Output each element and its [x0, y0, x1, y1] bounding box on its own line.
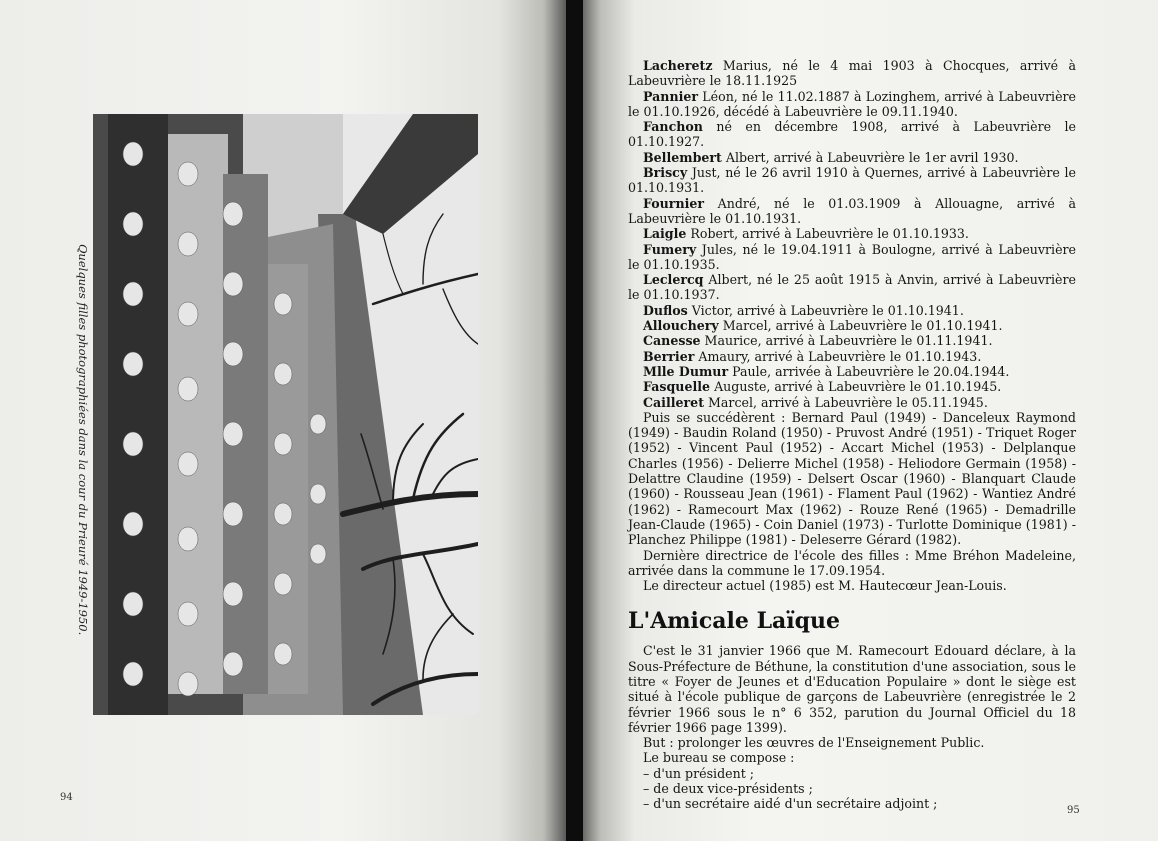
teacher-list	[628, 58, 1076, 410]
teacher-details: Albert, né le 25 août 1915 à Anvin, arrivé à Labeuvrière le 01.10.1937.	[628, 272, 1076, 303]
teacher-entry	[628, 395, 1076, 410]
bureau-item: – de deux vice-présidents ;	[643, 781, 813, 797]
teacher-surname: Fournier	[643, 195, 705, 211]
teacher-details: Victor, arrivé à Labeuvrière le 01.10.1941.	[687, 302, 964, 318]
photo-caption-text: Quelques filles photographiées dans la cour du Prieuré 1949-1950.	[76, 244, 90, 636]
teacher-surname: Cailleret	[643, 394, 705, 410]
teacher-entry	[628, 349, 1076, 364]
teacher-surname: Fanchon	[643, 119, 703, 135]
teacher-entry	[628, 58, 1076, 89]
teacher-details: Marius, né le 4 mai 1903 à Chocques, arrivé à Labeuvrière le 18.11.1925	[628, 58, 1076, 89]
teacher-surname: Bellembert	[643, 149, 722, 165]
goal-paragraph: But : prolonger les œuvres de l'Enseignement Public.	[643, 735, 985, 751]
teacher-surname: Fumery	[643, 241, 697, 257]
teacher-surname: Mlle Dumur	[643, 363, 729, 379]
teacher-details: Amaury, arrivé à Labeuvrière le 01.10.1943.	[694, 348, 982, 364]
teacher-entry	[628, 364, 1076, 379]
teacher-details: André, né le 01.03.1909 à Allouagne, arrivé à Labeuvrière le 01.10.1931.	[628, 195, 1076, 226]
teacher-details: Paule, arrivée à Labeuvrière le 20.04.1944.	[728, 363, 1010, 379]
teacher-surname: Allouchery	[643, 318, 719, 334]
teacher-details: Just, né le 26 avril 1910 à Quernes, arrivé à Labeuvrière le 01.10.1931.	[628, 165, 1076, 196]
teacher-entry	[628, 165, 1076, 196]
teacher-surname: Briscy	[643, 165, 688, 181]
book-gutter	[566, 0, 583, 841]
amicale-paragraph: C'est le 31 janvier 1966 que M. Ramecourt Edouard déclare, à la Sous-Préfecture de Béthune, la constitution d'une association, sous le titre « Foyer de Jeunes et d'Education Populaire » dont le siège est situé à l'école publique de garçons de Labeuvrière (enregistrée le 2 février 1966 sous le n° 6 352, parution du Journal Officiel du 18 février 1966 page 1399).	[628, 643, 1076, 735]
teacher-details: Marcel, arrivé à Labeuvrière le 05.11.1945.	[704, 394, 988, 410]
page-number-left: 94	[60, 792, 73, 803]
teacher-surname: Laigle	[643, 226, 687, 242]
current-director-paragraph: Le directeur actuel (1985) est M. Hautecœur Jean-Louis.	[643, 578, 1007, 594]
teacher-surname: Duflos	[643, 302, 688, 318]
teacher-details: Léon, né le 11.02.1887 à Lozinghem, arrivé à Labeuvrière le 01.10.1926, décédé à Labeuvrière le 09.11.1940.	[628, 88, 1076, 119]
teacher-surname: Leclercq	[643, 272, 704, 288]
teacher-entry	[628, 89, 1076, 120]
teacher-entry	[628, 333, 1076, 348]
last-director-paragraph: Dernière directrice de l'école des filles : Mme Bréhon Madeleine, arrivée dans la commune le 17.09.1954.	[628, 547, 1076, 578]
teacher-details: Maurice, arrivé à Labeuvrière le 01.11.1941.	[700, 333, 993, 349]
photo-caption	[76, 244, 90, 636]
teacher-entry	[628, 379, 1076, 394]
teacher-surname: Canesse	[643, 333, 701, 349]
teacher-surname: Pannier	[643, 88, 699, 104]
teacher-details: Jules, né le 19.04.1911 à Boulogne, arrivé à Labeuvrière le 01.10.1935.	[628, 241, 1076, 272]
successors-paragraph: Puis se succédèrent : Bernard Paul (1949) - Danceleux Raymond (1949) - Baudin Roland (1950) - Pruvost André (1951) - Triquet Roger (1952) - Vincent Paul (1952) - Accart Michel (1953) - Delplanque Charles (1956) - Delierre Michel (1958) - Heliodore Germain (1958) - Delattre Claudine (1959) - Delsert Oscar (1960) - Blanquart Claude (1960) - Rousseau Jean (1961) - Flament Paul (1962) - Wantiez André (1962) - Ramecourt Max (1962) - Rouze René (1965) - Demadrille Jean-Claude (1965) - Coin Daniel (1973) - Turlotte Dominique (1981) - Planchez Philippe (1981) - Deleserre Gérard (1982).	[628, 409, 1076, 548]
teacher-entry	[628, 150, 1076, 165]
teacher-entry	[628, 196, 1076, 227]
bureau-item: – d'un secrétaire aidé d'un secrétaire adjoint ;	[643, 796, 938, 812]
teacher-entry	[628, 272, 1076, 303]
teacher-surname: Fasquelle	[643, 379, 711, 395]
class-photograph	[93, 114, 478, 715]
teacher-details: Albert, arrivé à Labeuvrière le 1er avril 1930.	[721, 149, 1019, 165]
teacher-entry	[628, 318, 1076, 333]
bureau-intro: Le bureau se compose :	[643, 750, 795, 766]
teacher-surname: Berrier	[643, 348, 695, 364]
teacher-entry	[628, 226, 1076, 241]
section-title: L'Amicale Laïque	[628, 608, 841, 635]
bureau-item: – d'un président ;	[643, 765, 755, 781]
teacher-entry	[628, 303, 1076, 318]
teacher-details: Auguste, arrivé à Labeuvrière le 01.10.1945.	[710, 379, 1002, 395]
teacher-details: Marcel, arrivé à Labeuvrière le 01.10.1941.	[718, 318, 1003, 334]
teacher-entry	[628, 242, 1076, 273]
page-number-right: 95	[1067, 805, 1080, 816]
teacher-surname: Lacheretz	[643, 58, 713, 73]
teacher-entry	[628, 119, 1076, 150]
teacher-details: Robert, arrivé à Labeuvrière le 01.10.1933.	[686, 226, 969, 242]
right-page-text	[628, 58, 1076, 812]
teacher-details: né en décembre 1908, arrivé à Labeuvrière le 01.10.1927.	[628, 119, 1076, 150]
